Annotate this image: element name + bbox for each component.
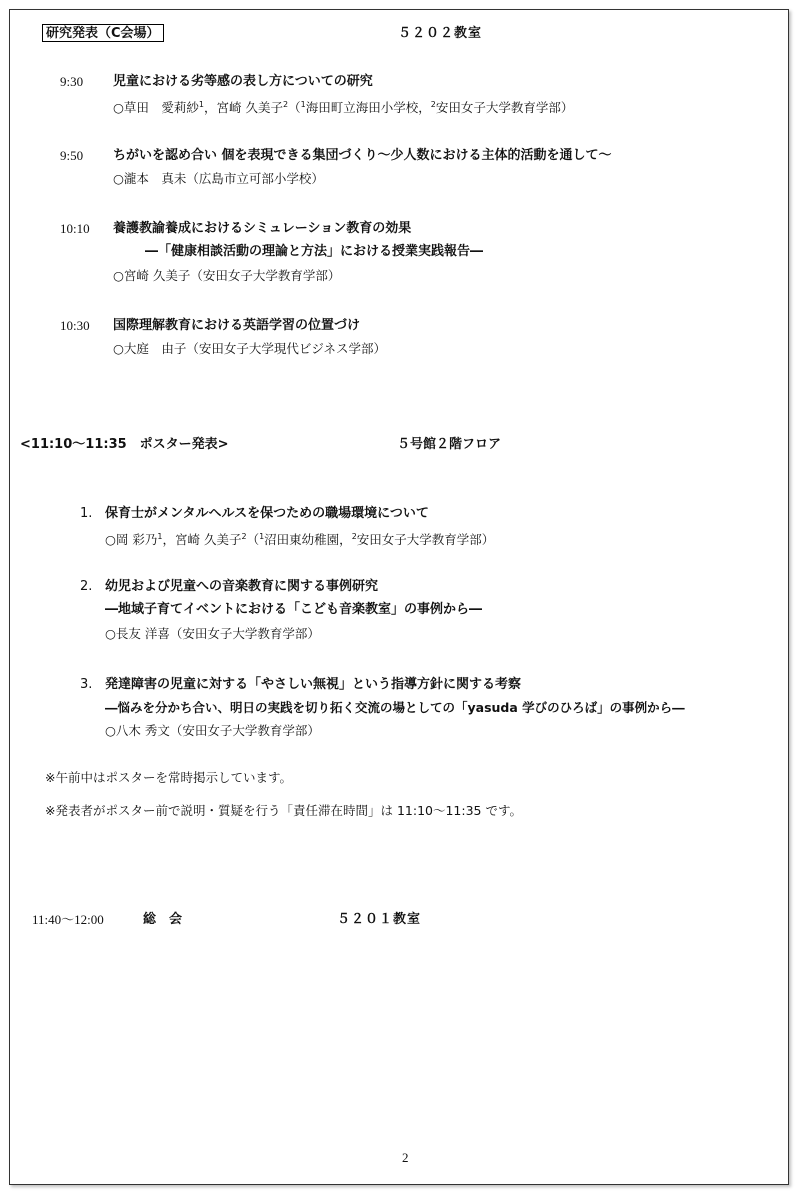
page-number: 2 — [402, 1150, 409, 1165]
poster-number: 1. — [80, 506, 93, 521]
poster-title: 幼児および児童への音楽教育に関する事例研究 — [105, 579, 379, 594]
poster-title: 保育士がメンタルヘルスを保つための職場環境について — [105, 506, 429, 521]
talk-authors: ○宮崎 久美子（安田女子大学教育学部） — [113, 268, 341, 283]
poster-header: <11:10～11:35 ポスター発表> — [20, 437, 229, 452]
poster-authors: ○八木 秀文（安田女子大学教育学部） — [105, 723, 320, 738]
session-room: ５２０２教室 — [398, 26, 483, 41]
session-label: 研究発表（C会場） — [42, 24, 164, 42]
poster-location: ５号館２階フロア — [397, 437, 502, 452]
poster-authors: ○長友 洋喜（安田女子大学教育学部） — [105, 626, 320, 641]
session-header — [42, 26, 164, 42]
general-room: ５２０１教室 — [337, 912, 422, 927]
poster-title: 発達障害の児童に対する「やさしい無視」という指導方針に関する考察 — [105, 677, 522, 692]
poster-note: ※発表者がポスター前で説明・質疑を行う「責任滞在時間」は 11:10～11:35 です。 — [45, 803, 522, 818]
talk-time: 10:10 — [60, 221, 90, 236]
talk-title: ちがいを認め合い 個を表現できる集団づくり～少人数における主体的活動を通して～ — [113, 148, 612, 163]
poster-subtitle: ―地域子育てイベントにおける「こども音楽教室」の事例から― — [105, 602, 483, 617]
talk-subtitle: ―「健康相談活動の理論と方法」における授業実践報告― — [145, 244, 484, 259]
talk-authors: ○大庭 由子（安田女子大学現代ビジネス学部） — [113, 341, 387, 356]
talk-authors: ○瀧本 真未（広島市立可部小学校） — [113, 171, 324, 186]
talk-authors: ○草田 愛莉紗$^1$，宮崎 久美子$^2$（$^1$海田町立海田小学校，$^2$安田女子大学教育学部） — [113, 100, 574, 115]
poster-number: 2. — [80, 579, 93, 594]
talk-time: 9:30 — [60, 74, 84, 89]
poster-subtitle: ―悩みを分かち合い、明日の実践を切り拓く交流の場としての「yasuda 学びのひろば」の事例から― — [105, 700, 685, 715]
talk-title: 養護教諭養成におけるシミュレーション教育の効果 — [113, 221, 412, 236]
poster-note: ※午前中はポスターを常時掲示しています。 — [45, 770, 292, 785]
talk-title: 国際理解教育における英語学習の位置づけ — [113, 318, 361, 333]
poster-authors: ○岡 彩乃$^1$，宮崎 久美子$^2$（$^1$沼田東幼稚園，$^2$安田女子大学教育学部） — [105, 532, 495, 547]
general-time: 11:40～12:00 — [32, 912, 104, 927]
poster-number: 3. — [80, 677, 93, 692]
talk-time: 9:50 — [60, 148, 84, 163]
general-title: 総 会 — [143, 912, 183, 927]
talk-title: 児童における劣等感の表し方についての研究 — [113, 74, 373, 89]
talk-time: 10:30 — [60, 318, 90, 333]
